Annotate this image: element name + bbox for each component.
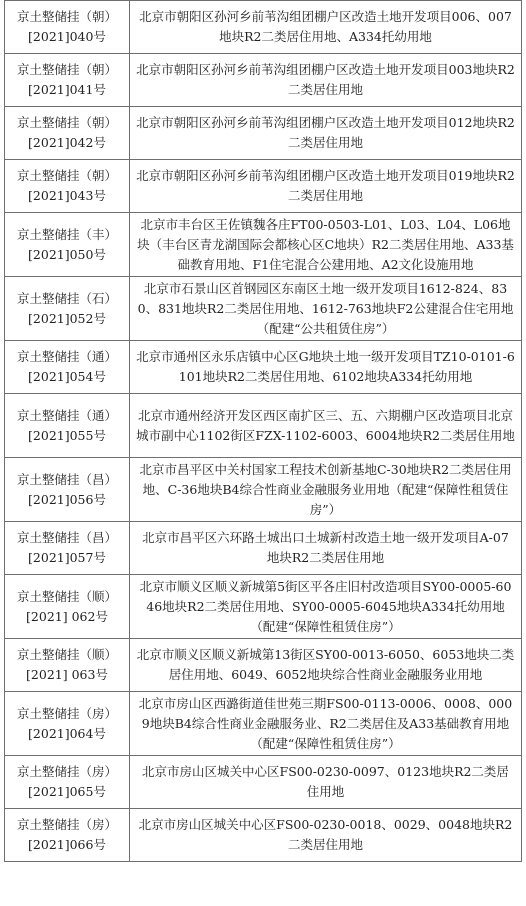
listing-code-line2: [2021]065号 xyxy=(28,784,106,799)
parcel-description: 北京市朝阳区孙河乡前苇沟组团棚户区改造土地开发项目019地块R2二类居住用地 xyxy=(130,160,522,213)
listing-code-cell xyxy=(5,756,130,809)
table-row xyxy=(5,692,522,756)
listing-code-line1: 京土整储挂（丰） xyxy=(16,226,117,242)
parcel-description: 北京市昌平区中关村国家工程技术创新基地C-30地块R2二类居住用地、C-36地块B4综合性商业金融服务业用地（配建“保障性租赁住房”） xyxy=(130,458,522,522)
listing-code-line1: 京土整储挂（昌） xyxy=(16,530,117,545)
parcel-description: 北京市朝阳区孙河乡前苇沟组团棚户区改造土地开发项目003地块R2二类居住用地 xyxy=(130,54,522,107)
listing-code-cell xyxy=(5,277,130,341)
listing-code-cell xyxy=(5,213,130,277)
listing-code-line1: 京土整储挂（朝） xyxy=(16,115,117,130)
table-row xyxy=(5,213,522,277)
listing-code-cell xyxy=(5,394,130,458)
listing-code-line1: 京土整储挂（石） xyxy=(16,290,117,306)
listing-code-cell xyxy=(5,341,130,394)
listing-code-cell xyxy=(5,54,130,107)
table-row xyxy=(5,458,522,522)
listing-code-line1: 京土整储挂（朝） xyxy=(16,62,117,77)
listing-code-line2: [2021]043号 xyxy=(28,188,106,203)
land-listing-table-container xyxy=(4,0,522,862)
table-row xyxy=(5,639,522,692)
listing-code-cell xyxy=(5,458,130,522)
parcel-description: 北京市顺义区顺义新城第5街区平各庄旧村改造项目SY00-0005-6046地块R2二类居住用地、SY00-0005-6045地块A334托幼用地（配建“保障性租赁住房”） xyxy=(130,575,522,639)
table-row xyxy=(5,809,522,862)
listing-code-line2: [2021]055号 xyxy=(28,427,106,443)
listing-code-cell xyxy=(5,522,130,575)
table-row xyxy=(5,160,522,213)
listing-code-line2: [2021] 063号 xyxy=(26,667,108,682)
listing-code-line2: [2021]054号 xyxy=(28,369,106,384)
listing-code-line2: [2021]052号 xyxy=(28,310,106,326)
parcel-description: 北京市丰台区王佐镇魏各庄FT00-0503-L01、L03、L04、L06地块（丰台区青龙湖国际会都核心区C地块）R2二类居住用地、A33基础教育用地、F1住宅混合公建用地、A2文化设施用地 xyxy=(130,213,522,277)
table-row xyxy=(5,107,522,160)
listing-code-line1: 京土整储挂（房） xyxy=(16,705,117,721)
listing-code-line1: 京土整储挂（昌） xyxy=(16,471,117,487)
listing-code-line1: 京土整储挂（房） xyxy=(16,764,117,779)
listing-code-cell xyxy=(5,575,130,639)
listing-code-cell xyxy=(5,639,130,692)
listing-code-line2: [2021]041号 xyxy=(28,82,106,97)
listing-code-line2: [2021]057号 xyxy=(28,550,106,565)
listing-code-line2: [2021]056号 xyxy=(28,491,106,507)
parcel-description: 北京市石景山区首钢园区东南区土地一级开发项目1612-824、830、831地块R2二类居住用地、1612-763地块F2公建混合住宅用地（配建“公共租赁住房”） xyxy=(130,277,522,341)
listing-code-line1: 京土整储挂（通） xyxy=(16,407,117,423)
table-row xyxy=(5,575,522,639)
listing-code-line1: 京土整储挂（朝） xyxy=(16,9,117,24)
listing-code-cell xyxy=(5,809,130,862)
table-row xyxy=(5,1,522,54)
listing-code-line1: 京土整储挂（朝） xyxy=(16,168,117,183)
listing-code-cell xyxy=(5,1,130,54)
listing-code-line1: 京土整储挂（顺） xyxy=(16,647,117,662)
land-listing-table xyxy=(4,0,522,862)
parcel-description: 北京市顺义区顺义新城第13街区SY00-0013-6050、6053地块二类居住用地、6049、6052地块综合性商业金融服务业用地 xyxy=(130,639,522,692)
listing-code-line2: [2021]064号 xyxy=(28,725,106,741)
table-row xyxy=(5,522,522,575)
table-row xyxy=(5,277,522,341)
parcel-description: 北京市朝阳区孙河乡前苇沟组团棚户区改造土地开发项目012地块R2二类居住用地 xyxy=(130,107,522,160)
parcel-description: 北京市通州区永乐店镇中心区G地块土地一级开发项目TZ10-0101-6101地块R2二类居住用地、6102地块A334托幼用地 xyxy=(130,341,522,394)
listing-code-line1: 京土整储挂（通） xyxy=(16,349,117,364)
parcel-description: 北京市房山区城关中心区FS00-0230-0018、0029、0048地块R2二类居住用地 xyxy=(130,809,522,862)
table-row xyxy=(5,54,522,107)
listing-code-cell xyxy=(5,107,130,160)
listing-code-line2: [2021]066号 xyxy=(28,837,106,852)
parcel-description: 北京市房山区西潞街道佳世苑三期FS00-0113-0006、0008、0009地块B4综合性商业金融服务业、R2二类居住及A33基础教育用地（配建“保障性租赁住房”） xyxy=(130,692,522,756)
listing-code-line1: 京土整储挂（顺） xyxy=(16,588,117,604)
listing-code-line2: [2021] 062号 xyxy=(26,608,108,624)
table-row xyxy=(5,756,522,809)
listing-code-cell xyxy=(5,160,130,213)
listing-code-line1: 京土整储挂（房） xyxy=(16,817,117,832)
parcel-description: 北京市通州经济开发区西区南扩区三、五、六期棚户区改造项目北京城市副中心1102街区FZX-1102-6003、6004地块R2二类居住用地 xyxy=(130,394,522,458)
table-row xyxy=(5,341,522,394)
listing-code-line2: [2021]040号 xyxy=(28,29,106,44)
listing-code-line2: [2021]042号 xyxy=(28,135,106,150)
parcel-description: 北京市房山区城关中心区FS00-0230-0097、0123地块R2二类居住用地 xyxy=(130,756,522,809)
parcel-description: 北京市昌平区六环路土城出口土城新村改造土地一级开发项目A-07地块R2二类居住用地 xyxy=(130,522,522,575)
listing-code-line2: [2021]050号 xyxy=(28,246,106,262)
table-row xyxy=(5,394,522,458)
listing-code-cell xyxy=(5,692,130,756)
parcel-description: 北京市朝阳区孙河乡前苇沟组团棚户区改造土地开发项目006、007地块R2二类居住用地、A334托幼用地 xyxy=(130,1,522,54)
